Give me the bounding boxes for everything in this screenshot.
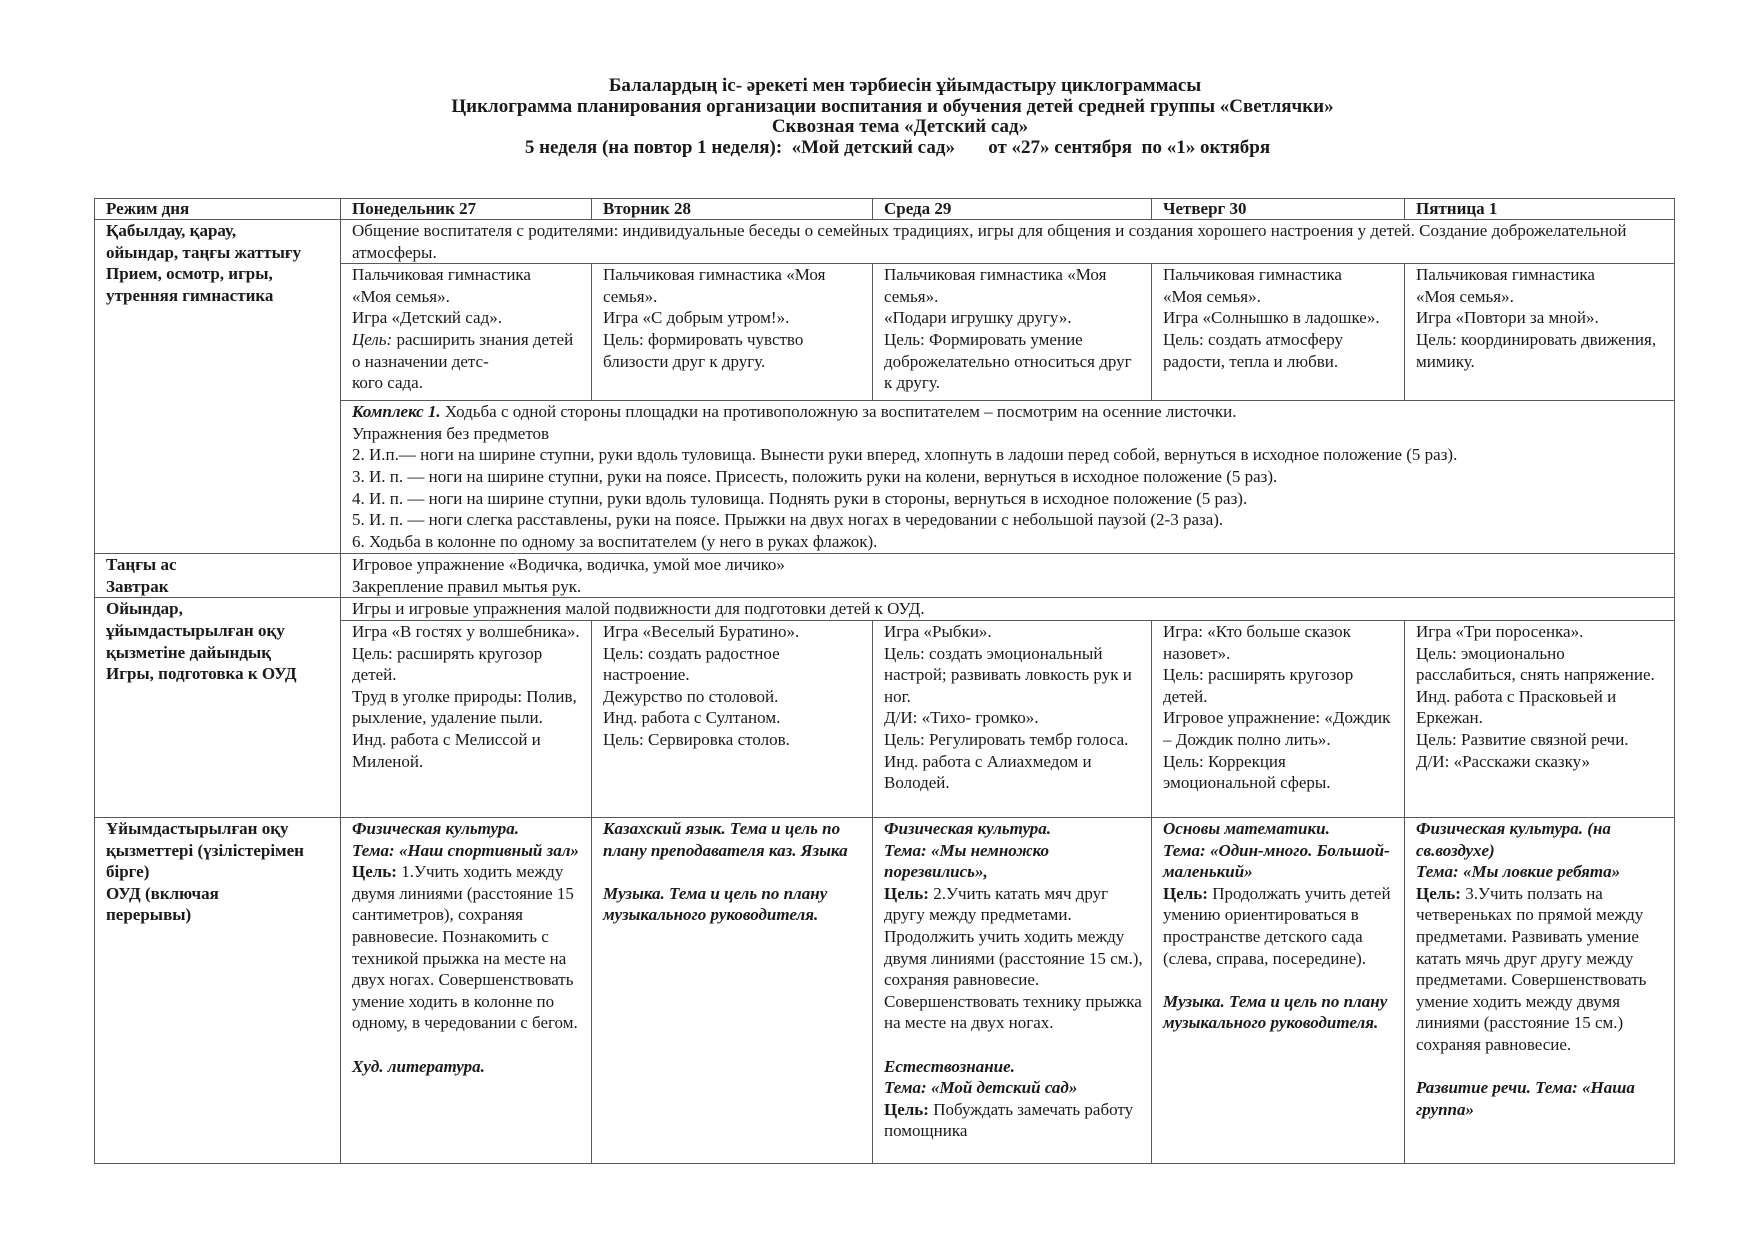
reception-friday-text: Пальчиковая гимнастика «Моя семья». Игра «Повтори за мной». Цель: координировать движения, мимику. bbox=[1416, 265, 1657, 371]
games-common-cell bbox=[341, 598, 1675, 621]
breakfast-text: Игровое упражнение «Водичка, водичка, умой мое личико» Закрепление правил мытья рук. bbox=[352, 555, 785, 596]
reception-common-text: Общение воспитателя с родителями: индивидуальные беседы о семейных традициях, игры для общения и создания хорошего настроения у детей. Создание доброжелательной атмосферы. bbox=[352, 221, 1627, 262]
oud-monday-cell bbox=[341, 817, 592, 1163]
oud-monday-literature: Худ. литература. bbox=[352, 1056, 485, 1076]
goal-text: 2.Учить катать мяч друг другу между предметами. Продолжить учить ходить между двумя линиями (расстояние 15 см.), сохраняя равновесие. Совершенствовать технику прыжка на месте на двух ногах. bbox=[884, 883, 1143, 1033]
reception-tuesday-cell bbox=[592, 264, 873, 401]
goal-label: Цель: bbox=[1163, 883, 1208, 903]
row-label-breakfast: Таңғы ас Завтрак bbox=[95, 554, 341, 598]
column-header-wednesday: Среда 29 bbox=[873, 199, 1152, 220]
complex-title: Комплекс 1. bbox=[352, 402, 441, 422]
games-tuesday-cell bbox=[592, 620, 873, 817]
table-row bbox=[95, 598, 1675, 621]
goal-text: расширить знания детей о назначении детс- кого сада. bbox=[352, 329, 574, 393]
column-header-friday: Пятница 1 bbox=[1405, 199, 1675, 220]
column-header-thursday: Четверг 30 bbox=[1152, 199, 1405, 220]
oud-tuesday-kazakh: Казахский язык. Тема и цель по плану преподавателя каз. Языка bbox=[603, 818, 848, 860]
games-monday-text: Игра «В гостях у волшебника». Цель: расширять кругозор детей. Труд в уголке природы: Полив, рыхление, удаление пыли. Инд. работа с Мелиссой и Миленой. bbox=[352, 621, 580, 771]
goal-label: Цель: bbox=[352, 862, 397, 882]
spacer bbox=[603, 861, 864, 883]
column-header-tuesday: Вторник 28 bbox=[592, 199, 873, 220]
reception-tuesday-text: Пальчиковая гимнастика «Моя семья». Игра «С добрым утром!». Цель: формировать чувство близости друг к другу. bbox=[603, 265, 826, 371]
goal-label: Цель: bbox=[884, 883, 929, 903]
oud-friday-subject: Физическая культура. (на св.воздухе) Тема: «Мы ловкие ребята» bbox=[1416, 818, 1621, 882]
heading-kazakh-title: Балалардың іс- әрекеті мен тәрбиесін ұйымдастыру циклограммасы bbox=[608, 75, 1202, 96]
spacer bbox=[1416, 1056, 1666, 1078]
spacer bbox=[884, 1034, 1143, 1056]
heading-russian-title: Циклограмма планирования организации воспитания и обучения детей средней группы «Светлячки» bbox=[451, 95, 1334, 117]
complex-exercises: Упражнения без предметов 2. И.п.— ноги на ширине ступни, руки вдоль туловища. Вынести руки вперед, хлопнуть в ладоши перед собой, вернуться в исходное положение (5 раз). 3. И. п. — ноги на ширине ступни, руки на поясе. Присесть, положить руки на колени, вернуться в исходное положение (5 раз). 4. И. п. — ноги на ширине ступни, руки вдоль туловища. Поднять руки в стороны, вернуться в исходное положение (5 раз). 5. И. п. — ноги слегка расставлены, руки на поясе. Прыжки на двух ногах в чередовании с небольшой паузой (2-3 раза). 6. Ходьба в колонне по одному за воспитателем (у него в руках флажок). bbox=[352, 423, 1458, 551]
row-label-oud: Ұйымдастырылған оқу қызметтері (үзілістерімен бірге) ОУД (включая перерывы) bbox=[95, 817, 341, 1163]
oud-friday-speech: Развитие речи. Тема: «Наша группа» bbox=[1416, 1078, 1635, 1119]
goal-text: Побуждать замечать работу помощника bbox=[884, 1099, 1134, 1141]
document-heading bbox=[0, 76, 1755, 158]
goal-text: 3.Учить ползать на четвереньках по прямой между предметами. Развивать умение катать мячь друг другу между предметами. Совершенствовать умение ходить между двумя линиями (расстояние 15 см.) сохраняя равновесие. bbox=[1416, 883, 1647, 1054]
heading-theme: Сквозная тема «Детский сад» bbox=[771, 116, 1029, 137]
reception-friday-cell bbox=[1405, 264, 1675, 401]
spacer bbox=[1163, 969, 1396, 991]
games-thursday-text: Игра: «Кто больше сказок назовет». Цель: расширять кругозор детей. Игровое упражнение: «Дождик – Дождик полно лить». Цель: Коррекция эмоциональной сферы. bbox=[1163, 621, 1391, 793]
games-friday-cell bbox=[1405, 620, 1675, 817]
oud-wednesday-subject: Физическая культура. Тема: «Мы немножко порезвились», bbox=[884, 818, 1052, 882]
reception-thursday-cell bbox=[1152, 264, 1405, 401]
reception-common-cell bbox=[341, 220, 1675, 264]
games-common-text: Игры и игровые упражнения малой подвижности для подготовки детей к ОУД. bbox=[352, 599, 925, 619]
oud-wednesday-goal bbox=[884, 883, 1143, 1034]
oud-monday-goal bbox=[352, 861, 583, 1034]
goal-label: Цель: bbox=[352, 329, 393, 349]
games-thursday-cell bbox=[1152, 620, 1405, 817]
row-label-games: Ойындар, ұйымдастырылған оқу қызметіне дайындық Игры, подготовка к ОУД bbox=[95, 598, 341, 818]
spacer bbox=[352, 1034, 583, 1056]
gymnastics-complex-cell bbox=[341, 401, 1675, 554]
games-wednesday-text: Игра «Рыбки». Цель: создать эмоциональный настрой; развивать ловкость рук и ног. Д/И: «Тихо- громко». Цель: Регулировать тембр голоса. Инд. работа с Алиахмедом и Володей. bbox=[884, 621, 1132, 793]
table-row bbox=[95, 220, 1675, 264]
oud-thursday-subject: Основы математики. Тема: «Один-много. Большой-маленький» bbox=[1163, 818, 1390, 882]
table-row bbox=[95, 554, 1675, 598]
reception-wednesday-text: Пальчиковая гимнастика «Моя семья». «Подари игрушку другу». Цель: Формировать умение доброжелательно относиться друг к другу. bbox=[884, 265, 1132, 393]
complex-first-line bbox=[352, 401, 1666, 423]
oud-wednesday-cell bbox=[873, 817, 1152, 1163]
heading-week: 5 неделя (на повтор 1 неделя): «Мой детский сад» от «27» сентября по «1» октября bbox=[524, 136, 1271, 158]
column-header-monday: Понедельник 27 bbox=[341, 199, 592, 220]
oud-thursday-goal bbox=[1163, 883, 1396, 969]
table-row bbox=[95, 817, 1675, 1163]
oud-thursday-music: Музыка. Тема и цель по плану музыкального руководителя. bbox=[1163, 991, 1388, 1033]
reception-monday-text: Пальчиковая гимнастика «Моя семья». Игра «Детский сад». bbox=[352, 265, 531, 328]
complex-line-text: Ходьба с одной стороны площадки на противоположную за воспитателем – посмотрим на осенние листочки. bbox=[440, 402, 1237, 422]
reception-wednesday-cell bbox=[873, 264, 1152, 401]
table-header-row bbox=[95, 199, 1675, 220]
goal-label: Цель: bbox=[1416, 883, 1461, 903]
games-friday-text: Игра «Три поросенка». Цель: эмоционально расслабиться, снять напряжение. Инд. работа с Прасковьей и Еркежан. Цель: Развитие связной речи. Д/И: «Расскажи сказку» bbox=[1416, 621, 1655, 771]
reception-monday-goal bbox=[352, 329, 583, 394]
row-label-reception: Қабылдау, қарау, ойындар, таңғы жаттығу Прием, осмотр, игры, утренняя гимнастика bbox=[95, 220, 341, 554]
reception-monday-cell bbox=[341, 264, 592, 401]
reception-thursday-text: Пальчиковая гимнастика «Моя семья». Игра «Солнышко в ладошке». Цель: создать атмосферу радости, тепла и любви. bbox=[1163, 265, 1380, 371]
oud-wednesday-science-goal bbox=[884, 1099, 1143, 1142]
goal-text: Продолжать учить детей умению ориентироваться в пространстве детского сада (слева, справа, посередине). bbox=[1163, 883, 1391, 968]
breakfast-cell bbox=[341, 554, 1675, 598]
games-wednesday-cell bbox=[873, 620, 1152, 817]
cyclogram-table bbox=[94, 198, 1675, 1164]
oud-friday-cell bbox=[1405, 817, 1675, 1163]
oud-friday-goal bbox=[1416, 883, 1666, 1056]
oud-thursday-cell bbox=[1152, 817, 1405, 1163]
oud-monday-subject: Физическая культура. Тема: «Наш спортивный зал» bbox=[352, 818, 579, 860]
games-tuesday-text: Игра «Веселый Буратино». Цель: создать радостное настроение. Дежурство по столовой. Инд. работа с Султаном. Цель: Сервировка столов. bbox=[603, 621, 800, 749]
oud-tuesday-cell bbox=[592, 817, 873, 1163]
goal-label: Цель: bbox=[884, 1099, 929, 1119]
column-header-regime: Режим дня bbox=[95, 199, 341, 220]
oud-wednesday-science: Естествознание. Тема: «Мой детский сад» bbox=[884, 1056, 1078, 1098]
oud-tuesday-music: Музыка. Тема и цель по плану музыкального руководителя. bbox=[603, 883, 828, 925]
goal-text: 1.Учить ходить между двумя линиями (расстояние 15 сантиметров), сохраняя равновесие. Познакомить с техникой прыжка на месте на двух ногах. Совершенствовать умение ходить в колонне по одному, в чередовании с бегом. bbox=[352, 862, 578, 1033]
games-monday-cell bbox=[341, 620, 592, 817]
